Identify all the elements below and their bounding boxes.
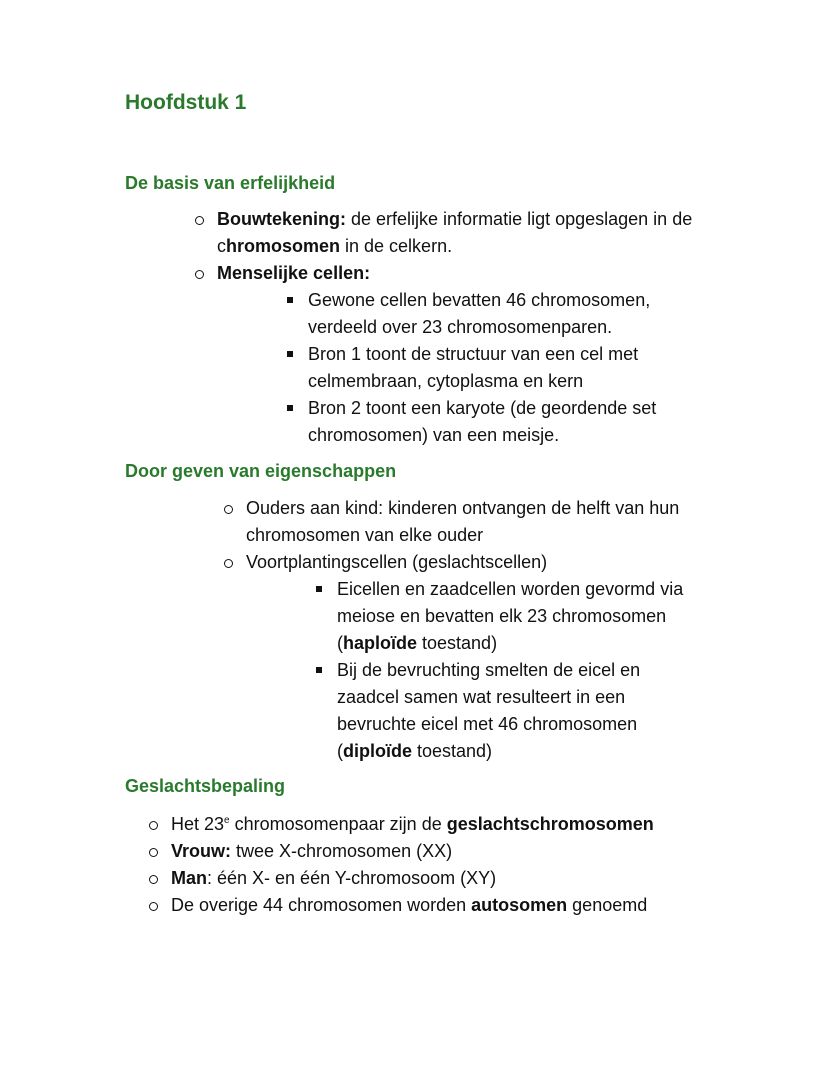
sub-list-item: Gewone cellen bevatten 46 chromosomen, verdeeld over 23 chromosomenparen. <box>308 287 688 341</box>
text: Eicellen en zaadcellen worden gevormd via meiose en bevatten elk 23 chromosomen ( <box>337 579 684 653</box>
sub-list-item: Bron 2 toont een karyote (de geordende set chromosomen) van een meisje. <box>308 395 688 449</box>
doorgeven-sublist <box>337 576 687 765</box>
text: Het 23 <box>171 814 225 834</box>
list-item <box>171 892 731 919</box>
text: Voortplantingscellen (geslachtscellen) <box>246 552 548 572</box>
text: Bij de bevruchting smelten de eicel en zaadcel samen wat resulteert in een bevruchte eicel met 46 chromosomen ( <box>337 660 641 761</box>
term-vrouw: Vrouw: <box>171 841 232 861</box>
text: in de celkern. <box>340 236 453 256</box>
sub-list-item <box>337 657 687 765</box>
term-haploide: haploïde <box>343 633 418 653</box>
section-heading-basis: De basis van erfelijkheid <box>125 173 336 193</box>
section-heading-geslacht: Geslachtsbepaling <box>125 776 286 796</box>
term-autosomen: autosomen <box>471 895 568 915</box>
chapter-title: Hoofdstuk 1 <box>125 91 247 114</box>
term-chromosomen: hromosomen <box>226 236 341 256</box>
basis-sublist <box>308 287 688 449</box>
list-item <box>171 838 731 865</box>
term-bouwtekening: Bouwtekening: <box>217 209 346 229</box>
list-item <box>171 865 731 892</box>
term-man: Man <box>171 868 207 888</box>
sub-list-item <box>337 576 687 657</box>
list-item <box>217 206 697 260</box>
term-geslachtschromosomen: geslachtschromosomen <box>446 814 654 834</box>
text: : één X- en één Y-chromosoom (XY) <box>207 868 497 888</box>
superscript: e <box>224 815 230 826</box>
doorgeven-list <box>246 495 696 765</box>
term-diploide: diploïde <box>343 741 412 761</box>
text: twee X-chromosomen (XX) <box>231 841 453 861</box>
text: De overige 44 chromosomen worden <box>171 895 472 915</box>
basis-list <box>217 206 697 449</box>
list-item <box>246 549 696 765</box>
section-heading-doorgeven: Door geven van eigenschappen <box>125 461 397 481</box>
term-menselijke-cellen: Menselijke cellen: <box>217 263 371 283</box>
geslacht-list <box>171 811 731 919</box>
list-item: Ouders aan kind: kinderen ontvangen de helft van hun chromosomen van elke ouder <box>246 495 696 549</box>
text: toestand) <box>412 741 493 761</box>
text: de erfelijke informatie ligt opgeslagen in de c <box>217 209 693 256</box>
sub-list-item: Bron 1 toont de structuur van een cel met celmembraan, cytoplasma en kern <box>308 341 688 395</box>
list-item <box>217 260 697 449</box>
list-item <box>171 811 731 838</box>
text: chromosomenpaar zijn de <box>229 814 447 834</box>
text: toestand) <box>417 633 498 653</box>
text: genoemd <box>567 895 648 915</box>
